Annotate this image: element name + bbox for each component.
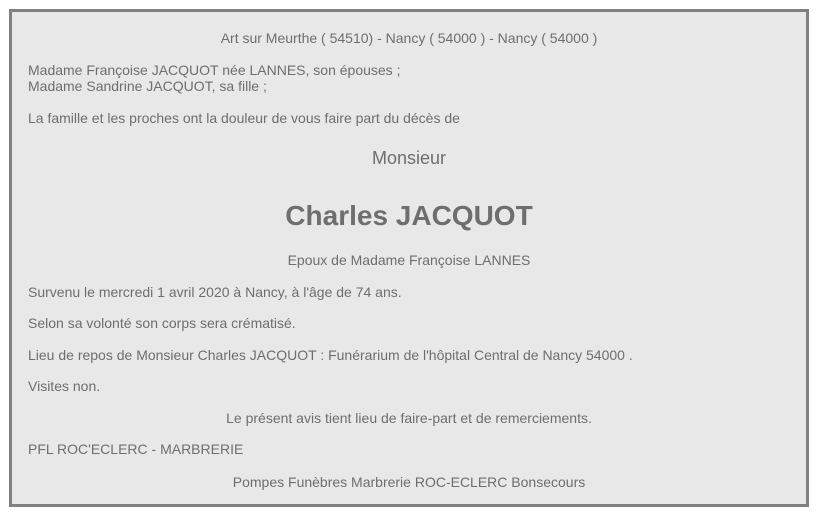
deceased-name: Charles JACQUOT xyxy=(285,200,533,231)
spouse-line: Epoux de Madame Françoise LANNES xyxy=(287,252,531,268)
locations: Art sur Meurthe ( 54510) - Nancy ( 54000 ) - Nancy ( 54000 ) xyxy=(220,30,598,46)
funeral-home-full: Pompes Funèbres Marbrerie ROC-ECLERC Bonsecours xyxy=(232,474,586,490)
notice-line: Le présent avis tient lieu de faire-part et de remerciements. xyxy=(226,410,592,426)
rest-place: Lieu de repos de Monsieur Charles JACQUOT : Funérarium de l'hôpital Central de Nancy 54000 . xyxy=(28,347,633,363)
visits-line: Visites non. xyxy=(28,378,101,394)
family-line-daughter: Madame Sandrine JACQUOT, sa fille ; xyxy=(28,78,267,94)
deceased-title: Monsieur xyxy=(371,148,447,168)
obituary-notice xyxy=(9,9,809,507)
family-line-spouse: Madame Françoise JACQUOT née LANNES, son épouses ; xyxy=(28,62,401,78)
announcement: La famille et les proches ont la douleur de vous faire part du décès de xyxy=(28,110,460,126)
death-details: Survenu le mercredi 1 avril 2020 à Nancy, à l'âge de 74 ans. xyxy=(28,284,402,300)
cremation-line: Selon sa volonté son corps sera crématisé. xyxy=(28,315,296,331)
funeral-home: PFL ROC'ECLERC - MARBRERIE xyxy=(28,441,244,457)
